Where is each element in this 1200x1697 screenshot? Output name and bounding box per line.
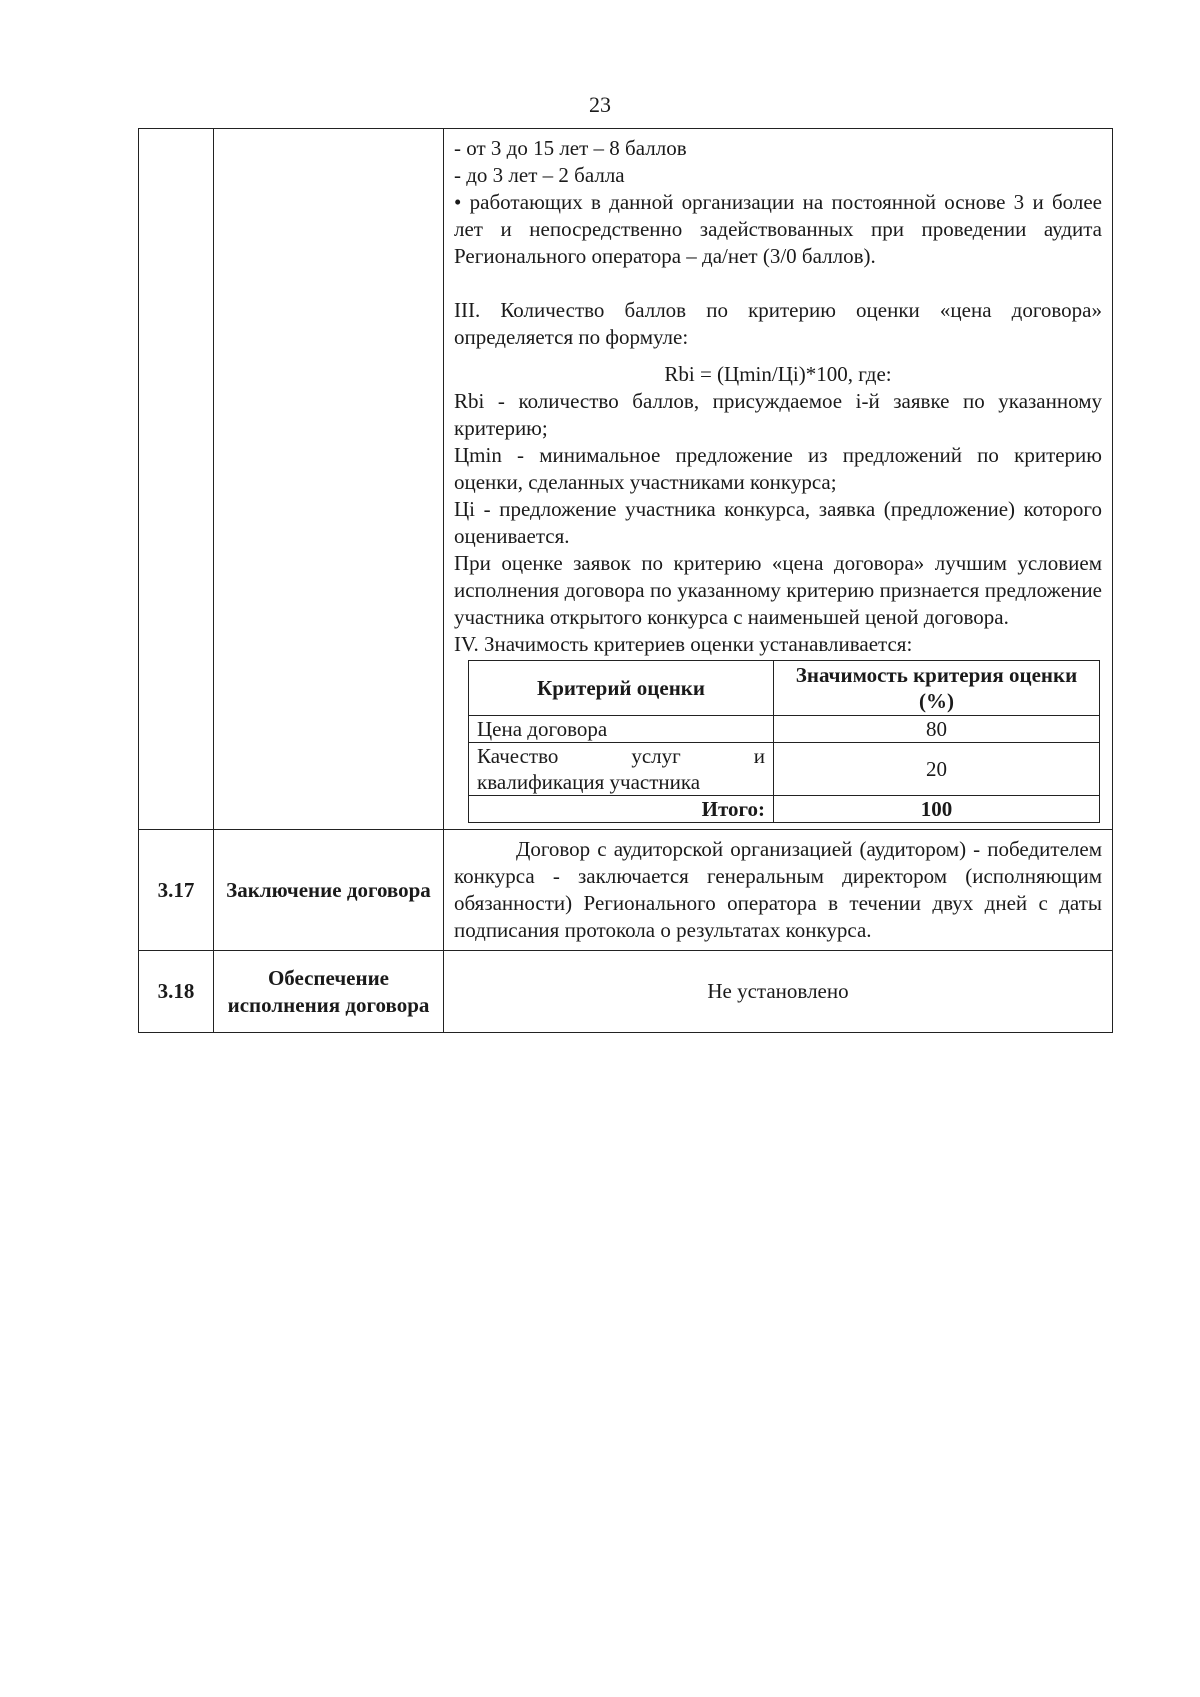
page-number: 23: [589, 92, 611, 117]
definition-best-offer: При оценке заявок по критерию «цена договора» лучшим условием исполнения договора по указанному критерию признается предложение участника открытого конкурса с наименьшей ценой договора.: [454, 551, 1102, 629]
criterion-quality-word-2: услуг: [631, 744, 681, 768]
row-3-18-number: 3.18: [139, 951, 214, 1033]
criterion-price-weight: 80: [774, 716, 1100, 743]
row-3-17-title: Заключение договора: [214, 830, 444, 951]
section-iii-heading: III. Количество баллов по критерию оценки «цена договора» определяется по формуле:: [454, 298, 1102, 349]
continued-num-cell: [139, 129, 214, 830]
row-3-18: [139, 951, 1113, 1033]
criteria-header-criterion: Критерий оценки: [469, 661, 774, 716]
continued-row: [139, 129, 1113, 830]
row-3-18-content: Не установлено: [444, 951, 1113, 1033]
criterion-quality-word-1: Качество: [477, 744, 559, 768]
experience-line-2: - до 3 лет – 2 балла: [454, 163, 625, 187]
criteria-table: [468, 660, 1100, 823]
experience-line-1: - от 3 до 15 лет – 8 баллов: [454, 136, 687, 160]
section-iv-heading: IV. Значимость критериев оценки устанавливается:: [454, 632, 913, 656]
continued-title-cell: [214, 129, 444, 830]
criteria-total-label: Итого:: [469, 796, 774, 823]
row-3-17-text: Договор с аудиторской организацией (аудитором) - победителем конкурса - заключается генеральным директором (исполняющим обязанности) Регионального оператора в течении двух дней с даты подписания протокола о результатах конкурса.: [454, 837, 1102, 942]
requirements-table: [138, 128, 1113, 1033]
criteria-header-weight: Значимость критерия оценки (%): [774, 661, 1100, 716]
row-3-18-title: Обеспечение исполнения договора: [214, 951, 444, 1033]
criterion-price: Цена договора: [469, 716, 774, 743]
criterion-quality-word-4: квалификация участника: [477, 770, 701, 794]
criterion-quality-word-3: и: [753, 744, 765, 768]
criterion-quality-weight: 20: [774, 743, 1100, 796]
definition-cmin: Цmin - минимальное предложение из предложений по критерию оценки, сделанных участниками конкурса;: [454, 443, 1102, 494]
criteria-row: [469, 716, 1100, 743]
definition-ci: Цi - предложение участника конкурса, заявка (предложение) которого оценивается.: [454, 497, 1102, 548]
criteria-total-row: [469, 796, 1100, 823]
row-3-17: [139, 830, 1113, 951]
experience-line-3: • работающих в данной организации на постоянной основе 3 и более лет и непосредственно задействованных при проведении аудита Регионального оператора – да/нет (3/0 баллов).: [454, 190, 1102, 268]
criterion-quality: [469, 743, 774, 796]
definition-rbi: Rbi - количество баллов, присуждаемое i-й заявке по указанному критерию;: [454, 389, 1102, 440]
row-3-17-content: [444, 830, 1113, 951]
criteria-total-value: 100: [774, 796, 1100, 823]
criteria-row: [469, 743, 1100, 796]
row-3-17-number: 3.17: [139, 830, 214, 951]
price-formula: Rbi = (Цmin/Цi)*100, где:: [664, 362, 892, 386]
continued-content-cell: [444, 129, 1113, 830]
